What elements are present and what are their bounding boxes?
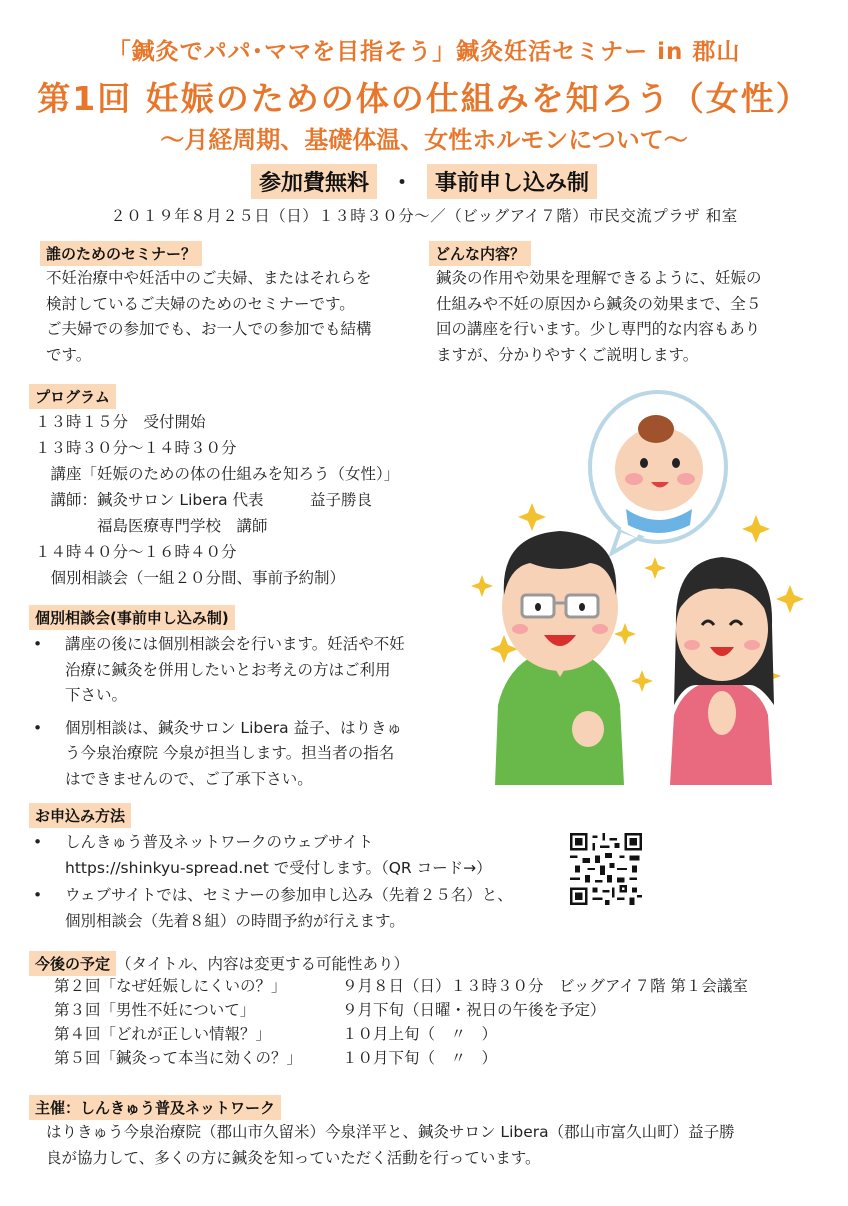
table-row [54, 1022, 748, 1046]
list-item [23, 632, 463, 709]
table-row [54, 974, 748, 998]
who-line: 検討しているご夫婦のためのセミナーです。 [46, 294, 355, 313]
content-line: 鍼灸の作用や効果を理解できるように、妊娠の [436, 269, 762, 287]
program-line: 講師：鍼灸サロン Libera 代表 益子勝良 [35, 491, 373, 509]
program-line: 講座「妊娠のための体の仕組みを知ろう（女性）」 [35, 465, 400, 483]
schedule-date: ９月下旬（日曜・祝日の午後を予定） [342, 1001, 606, 1019]
organizer-heading [29, 1095, 281, 1120]
separator: ・ [390, 171, 413, 196]
date-venue: ２０１９年８月２５日（日）１３時３０分～／（ビッグアイ７階）市民交流プラザ 和室 [110, 207, 738, 225]
consult-line: • 個別相談は、鍼灸サロン Libera 益子、はりきゅ [65, 718, 403, 737]
list-item [23, 883, 583, 934]
organizer-line: 良が協力して、多くの方に鍼灸を知っていただく活動を行っています。 [46, 1148, 541, 1167]
consult-line: 治療に鍼灸を併用したいとお考えの方はご利用 [65, 660, 391, 679]
consult-line: はできませんので、ご了承下さい。 [65, 769, 313, 788]
father-figure [495, 531, 624, 785]
schedule-date: １０月上旬（ 〃 ） [342, 1025, 498, 1043]
consult-heading-label: 個別相談会(事前申し込み制) [29, 605, 235, 630]
apply-line: • ウェブサイトでは、セミナーの参加申し込み（先着２５名）と、 [65, 886, 513, 904]
session-title: 第1回 妊娠のための体の仕組みを知ろう（女性） [37, 79, 811, 118]
schedule-title: 第４回「どれが正しい情報？」 [54, 1025, 272, 1043]
consult-heading [29, 605, 235, 630]
content-line: 仕組みや不妊の原因から鍼灸の効果まで、全５ [436, 294, 762, 313]
organizer-heading-label: 主催：しんきゅう普及ネットワーク [29, 1095, 281, 1120]
list-item [23, 830, 583, 881]
who-line: 不妊治療中や妊活中のご夫婦、またはそれらを [46, 269, 372, 287]
program-heading-label: プログラム [29, 384, 116, 409]
consult-line: • 講座の後には個別相談会を行います。妊活や不妊 [65, 635, 405, 653]
family-illustration [470, 385, 830, 785]
content-heading-label: どんな内容？ [429, 241, 531, 266]
qr-code-icon[interactable] [570, 833, 642, 905]
apply-line: • しんきゅう普及ネットワークのウェブサイト [65, 833, 374, 851]
series-title: 「鍼灸でパパ･ママを目指そう」鍼灸妊活セミナー in 郡山 [107, 39, 741, 65]
fee-badge: 参加費無料 [251, 164, 377, 199]
content-heading [429, 241, 531, 266]
apply-url-line[interactable]: https://shinkyu-spread.net で受付します。（QR コード→） [65, 858, 492, 877]
apply-line: 個別相談会（先着８組）の時間予約が行えます。 [65, 911, 405, 930]
schedule-title: 第２回「なぜ妊娠しにくいの？」 [54, 977, 287, 995]
fee-line [0, 164, 848, 199]
program-line: 個別相談会（一組２０分間、事前予約制） [35, 569, 346, 587]
subtitle: ～月経周期、基礎体温、女性ホルモンについて～ [160, 126, 688, 154]
apply-list [23, 830, 583, 934]
apply-heading [29, 803, 131, 828]
consult-list [23, 632, 463, 792]
program-line: １３時１５分 受付開始 [35, 413, 206, 431]
program-line: 福島医療専門学校 講師 [35, 517, 268, 535]
organizer-line: はりきゅう今泉治療院（郡山市久留米）今泉洋平と、鍼灸サロン Libera（郡山市富久山町）益子勝 [46, 1123, 735, 1141]
schedule-title: 第３回「男性不妊について」 [54, 1001, 256, 1019]
organizer-text [46, 1120, 836, 1171]
content-line: ますが、分かりやすくご説明します。 [436, 345, 699, 364]
table-row [54, 1046, 748, 1070]
program-line: １３時３０分～１４時３０分 [35, 439, 237, 457]
schedule-title: 第５回「鍼灸って本当に効くの？」 [54, 1049, 303, 1067]
schedule-table [54, 974, 748, 1070]
apply-heading-label: お申込み方法 [29, 803, 131, 828]
list-item [23, 716, 463, 793]
schedule-date: １０月下旬（ 〃 ） [342, 1049, 498, 1067]
schedule-heading [29, 951, 409, 976]
schedule-heading-label: 今後の予定 [29, 951, 116, 976]
baby-bubble [590, 392, 726, 553]
table-row [54, 998, 748, 1022]
who-heading-label: 誰のためのセミナー？ [40, 241, 202, 266]
consult-line: う今泉治療院 今泉が担当します。担当者の指名 [65, 744, 395, 762]
content-text [436, 266, 826, 368]
schedule-note: （タイトル、内容は変更する可能性あり） [116, 955, 409, 973]
program-list [35, 409, 399, 591]
consult-line: 下さい。 [65, 686, 128, 704]
who-text [46, 266, 426, 368]
content-line: 回の講座を行います。少し専門的な内容もあり [436, 320, 761, 338]
who-line: です。 [46, 345, 92, 364]
program-heading [29, 384, 116, 409]
mother-figure [670, 557, 774, 785]
schedule-date: ９月８日（日）１３時３０分 ビッグアイ７階 第１会議室 [342, 977, 748, 995]
who-heading [40, 241, 202, 266]
program-line: １４時４０分～１６時４０分 [35, 543, 237, 561]
registration-badge: 事前申し込み制 [427, 164, 597, 199]
who-line: ご夫婦での参加でも、お一人での参加でも結構 [46, 320, 372, 338]
